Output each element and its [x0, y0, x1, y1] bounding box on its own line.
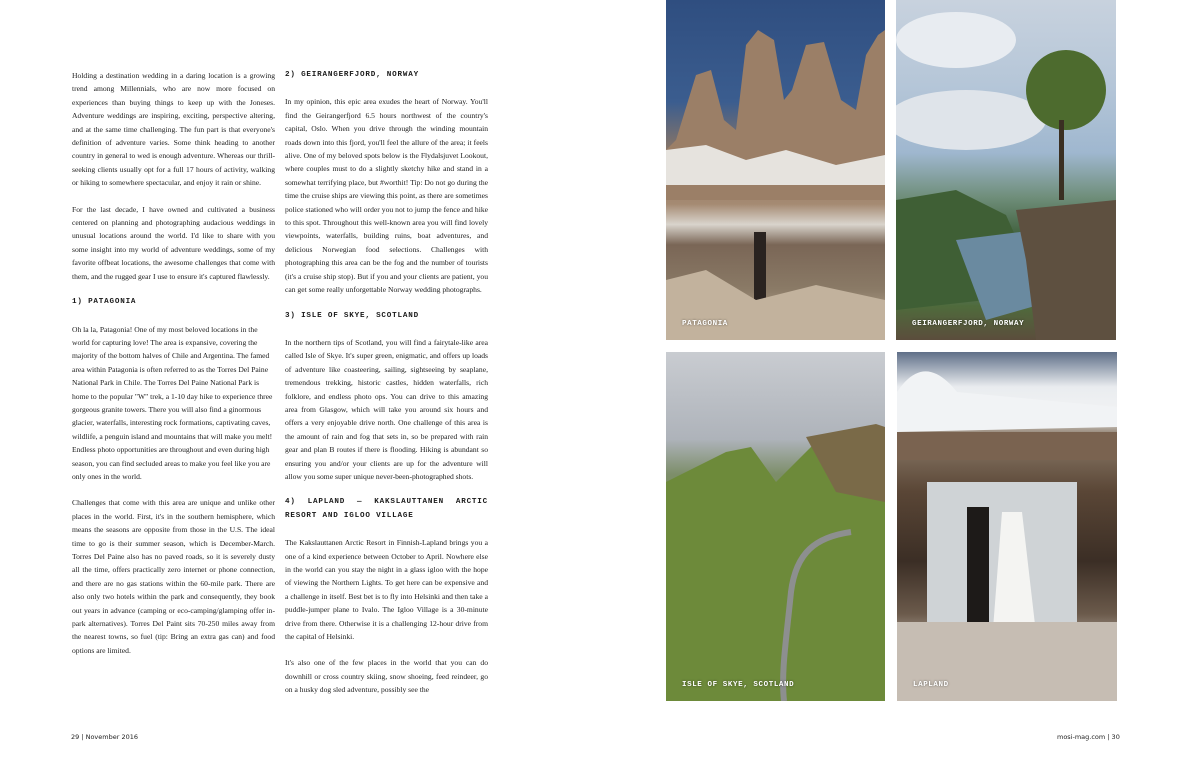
right-text-column	[285, 69, 488, 710]
photo-caption: PATAGONIA	[682, 320, 728, 328]
patagonia-paragraph-1: Oh la la, Patagonia! One of my most beloved locations in the world for capturing love! The area is expansive, covering the majority of the bottom halves of Chile and Argentina. The famed area within Patagonia is often referred to as the Torres Del Paine National Park in Chile. The Torres Del Paine National Park is home to the popular "W" trek, a 1-10 day hike to experience three gorgeous granite towers. There you will also find a ginormous glacier, waterfalls, interesting rock formations, captivating caves, wildlife, a penguin island and mountains that will make you melt! Endless photo opportunities are throughout and even during high season, you can find secluded areas to make you feel like you are only ones in the world.	[72, 324, 273, 481]
lapland-paragraph-1: The Kakslauttanen Arctic Resort in Finnish-Lapland brings you a one of a kind experience between October to April. Nowhere else in the world can you stay the night in a glass igloo with the hope of viewing the Northern Lights. To get here can be expensive and a challenge in itself. Best bet is to fly into Helsinki and then take a puddle-jumper plane to Ivalo. The Igloo Village is a 30-minute drive from there. Otherwise it is a challenging 12-hour drive from the capital of Helsinki.	[285, 538, 488, 642]
photo-caption: GEIRANGERFJORD, NORWAY	[912, 320, 1025, 328]
green-valley-road-icon	[666, 352, 885, 701]
left-text-column	[72, 69, 275, 670]
lapland-paragraph-2: It's also one of the few places in the world that you can do downhill or cross country skiing, snow shoeing, feed reindeer, go on a husky dog sled adventure, possibly see the	[285, 658, 488, 695]
photo-caption: ISLE OF SKYE, SCOTLAND	[682, 681, 795, 689]
photo-lapland	[897, 352, 1117, 701]
photo-geiranger	[896, 0, 1116, 340]
geiranger-paragraph: In my opinion, this epic area exudes the heart of Norway. You'll find the Geirangerfjord 6.5 hours northwest of the country's capital, Oslo. When you drive through the winding mountain roads down into this fjord, you'll feel the allure of the area; it feels alive. One of my beloved spots below is the Flydalsjuvet Lookout, where couples must to do a slightly sketchy hike and stand in a somewhat terrifying place, but #worthit! Tip: Do not go during the time the cruise ships are viewing this point, as there are sometimes police stationed who will order you not to jump the fence and hike to this spot. Throughout this well-known area you will find lovely viewpoints, waterfalls, building ruins, boat adventures, and delicious Norwegian food selections. Challenges with photographing this area can be the fog and the number of tourists (it's a cruise ship stop). But if you and your clients are patient, you can get some really unforgettable Norway wedding photographs.	[285, 97, 488, 295]
intro-paragraph-1: Holding a destination wedding in a daring location is a growing trend among Millennials, who are now more focused on experiences than buying things to keep up with the Joneses. Adventure weddings are inspiring, exciting, perspective altering, and at the same time challenging. The fun part is that everyone's definition of adventure varies. Some think heading to another country in general to wed is enough adventure. Whereas our thrill-seeking clients usually opt for a full 17 hours of activity, walking or hiking to somewhere spectacular, and enjoy it rain or shine.	[72, 71, 275, 188]
page-footer-right: mosi-mag.com | 30	[1057, 733, 1120, 741]
section-heading-skye: 3) ISLE OF SKYE, SCOTLAND	[285, 311, 419, 320]
intro-paragraph-2: For the last decade, I have owned and cultivated a business centered on planning and photographing audacious weddings in unusual locations around the world. I'd like to share with you some insight into my world of adventure weddings, some of my favorite offbeat locations, the awesome challenges that come with them, and the rugged gear I use to ensure it's captured flawlessly.	[72, 204, 275, 281]
mountain-towers-icon	[666, 0, 885, 340]
section-heading-lapland: 4) LAPLAND — KAKSLAUTTANEN ARCTIC RESORT AND IGLOO VILLAGE	[285, 498, 488, 520]
section-heading-patagonia: 1) PATAGONIA	[72, 298, 137, 307]
photo-caption: LAPLAND	[913, 681, 949, 689]
photo-isle-of-skye	[666, 352, 885, 701]
fjord-cliff-icon	[896, 0, 1116, 340]
section-heading-geiranger: 2) GEIRANGERFJORD, NORWAY	[285, 71, 419, 79]
page-footer-left: 29 | November 2016	[71, 733, 139, 741]
photo-patagonia	[666, 0, 885, 340]
snow-cabin-couple-icon	[897, 352, 1117, 701]
skye-paragraph: In the northern tips of Scotland, you will find a fairytale-like area called Isle of Skye. It's super green, enigmatic, and offers up loads of adventure like coasteering, sailing, sightseeing by seaplane, tremendous trekking, historic castles, hidden waterfalls, rich folklore, and endless photo ops. You can drive to this amazing area from Glasgow, which will take you around six hours and offers a very enjoyable drive north. One challenge of this area is the amount of rain and fog that sets in, so be prepared with rain gear and plan B routes if there is flooding. Hiking is abundant so ensuring you and/or your clients are up for the adventure will allow you some super unique never-been-photographed shots.	[285, 337, 488, 481]
patagonia-paragraph-2: Challenges that come with this area are unique and unlike other places in the world. First, it's in the southern hemisphere, which means the seasons are opposite from those in the U.S. The ideal time to go is their summer season, which is December-March. Torres Del Paine also has no paved roads, so it is severely dusty all the time, offers practically zero internet or phone connection, and there are no gas stations within the 60-mile park. There are also only two hotels within the park and consequently, they book out years in advance (camping or eco-camping/glamping offer in-park alternatives). Torres Del Paint sits 70-250 miles away from the nearest towns, so fuel (tip: Bring an extra gas can) and food options are limited.	[72, 498, 275, 655]
